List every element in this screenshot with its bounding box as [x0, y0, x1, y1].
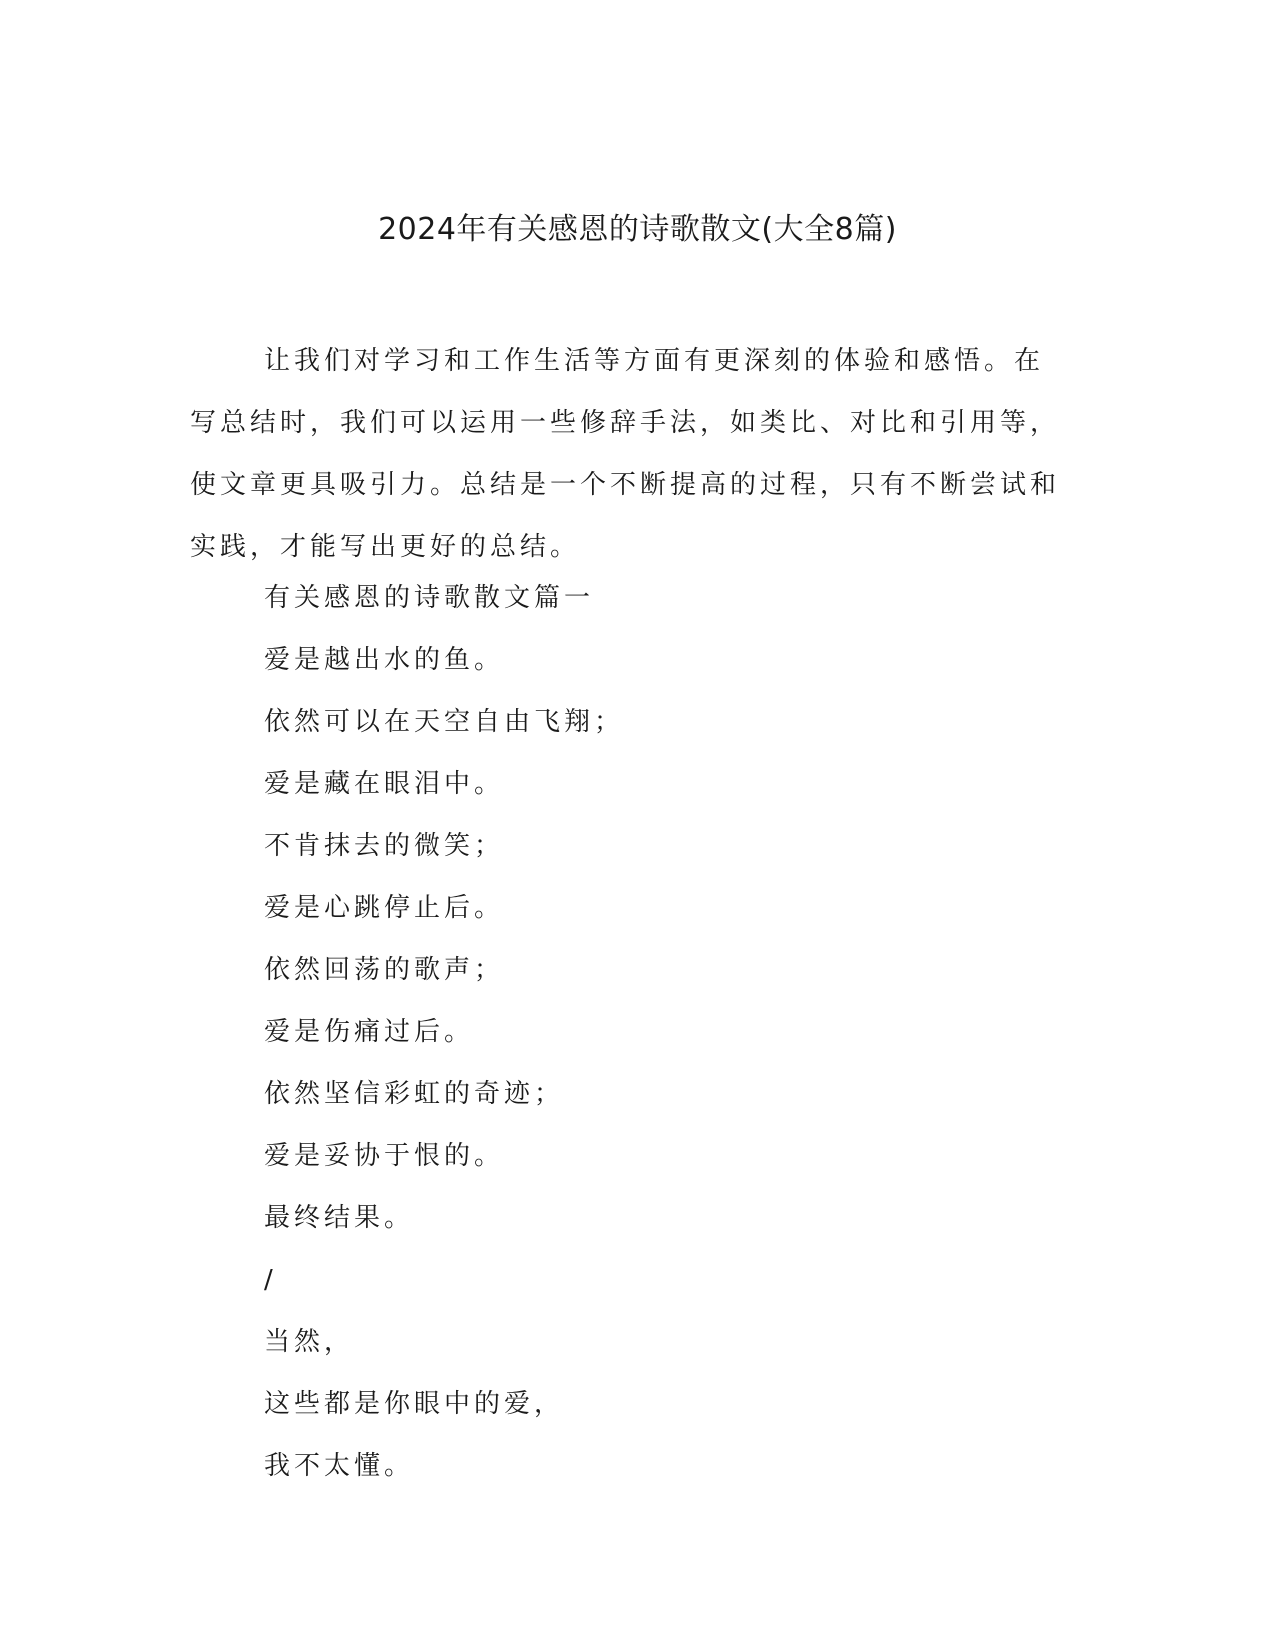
poem-line: 爱是心跳停止后。 — [264, 893, 505, 923]
poem-line: 爱是越出水的鱼。 — [264, 645, 505, 675]
poem-line: / — [264, 1265, 277, 1295]
poem-line: 依然坚信彩虹的奇迹； — [264, 1079, 565, 1109]
poem-line: 最终结果。 — [264, 1203, 415, 1233]
poem-lines — [264, 578, 624, 1508]
document-title: 2024年有关感恩的诗歌散文(大全8篇) — [378, 212, 897, 247]
poem-line: 依然可以在天空自由飞翔； — [264, 707, 625, 737]
poem-line: 爱是妥协于恨的。 — [264, 1141, 505, 1171]
poem-line: 我不太懂。 — [264, 1451, 415, 1481]
poem-line: 爱是伤痛过后。 — [264, 1017, 475, 1047]
intro-paragraph: 让我们对学习和工作生活等方面有更深刻的体验和感悟。在写总结时，我们可以运用一些修辞手法，如类比、对比和引用等，使文章更具吸引力。总结是一个不断提高的过程，只有不断尝试和实践，才能写出更好的总结。 — [190, 346, 1061, 562]
poem-line: 这些都是你眼中的爱， — [264, 1389, 565, 1419]
poem-line: 依然回荡的歌声； — [264, 955, 505, 985]
poem-line: 当然， — [264, 1327, 355, 1357]
section-heading: 有关感恩的诗歌散文篇一 — [264, 583, 595, 613]
poem-line: 不肯抹去的微笑； — [264, 831, 505, 861]
poem-line: 爱是藏在眼泪中。 — [264, 769, 505, 799]
